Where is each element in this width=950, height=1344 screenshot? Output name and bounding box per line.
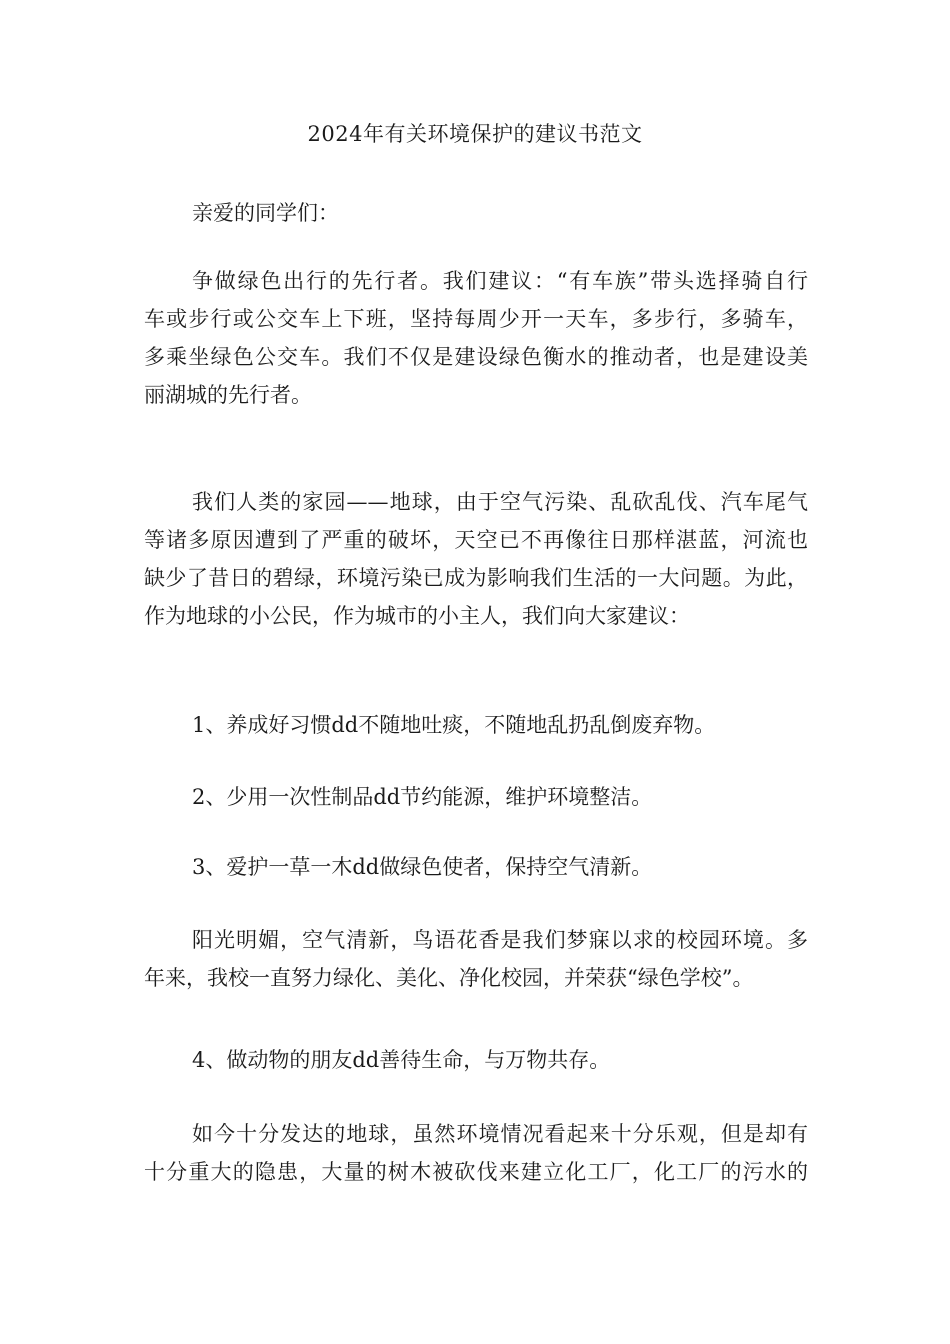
paragraph-line: 丽湖城的先行者。 bbox=[144, 383, 312, 407]
paragraph-earth-hazards bbox=[144, 1115, 808, 1191]
paragraph-line: 等诸多原因遭到了严重的破坏，天空已不再像往日那样湛蓝，河流也 bbox=[144, 528, 808, 552]
suggestion-text: 4、做动物的朋友dd善待生命，与万物共存。 bbox=[192, 1048, 611, 1072]
paragraph-line: 年来，我校一直努力绿化、美化、净化校园，并荣获“绿色学校”。 bbox=[144, 966, 754, 990]
suggestion-text: 2、少用一次性制品dd节约能源，维护环境整洁。 bbox=[192, 785, 653, 809]
suggestion-item-2 bbox=[144, 778, 808, 816]
paragraph-line: 争做绿色出行的先行者。我们建议：“有车族”带头选择骑自行 bbox=[192, 269, 808, 293]
suggestion-item-1 bbox=[144, 706, 808, 744]
suggestion-item-4 bbox=[144, 1041, 808, 1079]
paragraph-line: 多乘坐绿色公交车。我们不仅是建设绿色衡水的推动者，也是建设美 bbox=[144, 345, 808, 369]
paragraph-line: 车或步行或公交车上下班，坚持每周少开一天车，多步行，多骑车， bbox=[144, 307, 808, 331]
suggestion-text: 1、养成好习惯dd不随地吐痰，不随地乱扔乱倒废弃物。 bbox=[192, 713, 716, 737]
greeting bbox=[144, 194, 808, 232]
paragraph-line: 缺少了昔日的碧绿，环境污染已成为影响我们生活的一大问题。为此， bbox=[144, 566, 808, 590]
paragraph-line: 阳光明媚，空气清新，鸟语花香是我们梦寐以求的校园环境。多 bbox=[192, 928, 808, 952]
paragraph-line: 我们人类的家园——地球，由于空气污染、乱砍乱伐、汽车尾气 bbox=[192, 490, 808, 514]
greeting-text: 亲爱的同学们： bbox=[192, 201, 339, 225]
document-title: 2024年有关环境保护的建议书范文 bbox=[307, 122, 643, 146]
paragraph-line: 十分重大的隐患，大量的树木被砍伐来建立化工厂，化工厂的污水的 bbox=[144, 1160, 808, 1184]
suggestion-item-3 bbox=[144, 848, 808, 886]
paragraph-earth-pollution bbox=[144, 483, 808, 635]
paragraph-line: 作为地球的小公民，作为城市的小主人，我们向大家建议： bbox=[144, 604, 690, 628]
paragraph-line: 如今十分发达的地球，虽然环境情况看起来十分乐观，但是却有 bbox=[192, 1122, 808, 1146]
paragraph-green-travel bbox=[144, 262, 808, 414]
suggestion-text: 3、爱护一草一木dd做绿色使者，保持空气清新。 bbox=[192, 855, 653, 879]
paragraph-campus bbox=[144, 921, 808, 997]
